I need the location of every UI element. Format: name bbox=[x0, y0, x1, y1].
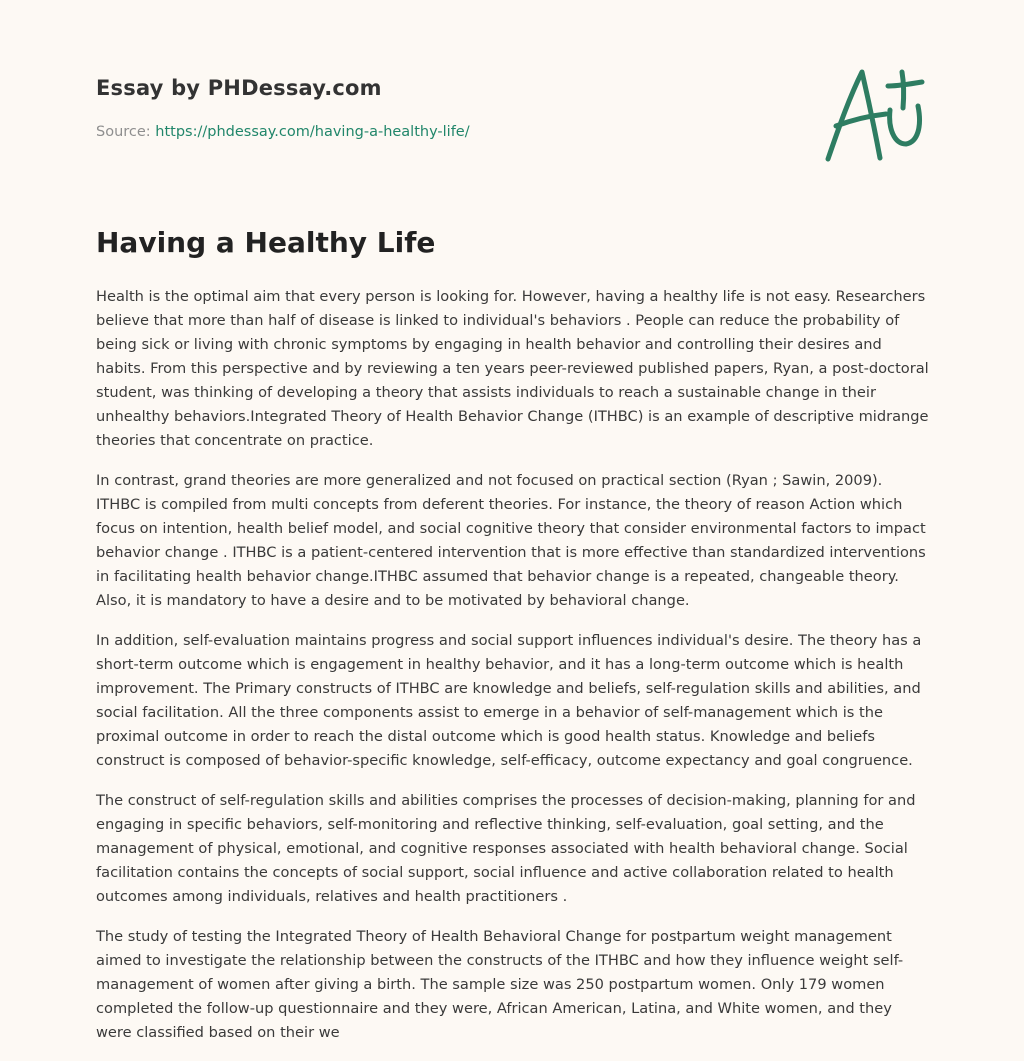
essay-title: Having a Healthy Life bbox=[96, 226, 436, 259]
essay-paragraph: The study of testing the Integrated Theory of Health Behavioral Change for postpartum weight management aimed to investigate the relationship between the constructs of the ITHBC and how they influence weight self-management of women after giving a birth. The sample size was 250 postpartum women. Only 179 women completed the follow-up questionnaire and they were, African American, Latina, and White women, and they were classified based on their we bbox=[96, 928, 904, 1041]
essay-paragraph: Health is the optimal aim that every person is looking for. However, having a healthy life is not easy. Researchers believe that more than half of disease is linked to individual's behaviors . People can reduce the probability of being sick or living with chronic symptoms by engaging in health behavior and controlling their desires and habits. From this perspective and by reviewing a ten years peer-reviewed published papers, Ryan, a post-doctoral student, was thinking of developing a theory that assists individuals to reach a sustainable change in their unhealthy behaviors.Integrated Theory of Health Behavior Change (ITHBC) is an example of descriptive midrange theories that concentrate on practice. bbox=[96, 288, 929, 449]
essay-body bbox=[96, 285, 930, 1061]
essay-paragraph: In contrast, grand theories are more generalized and not focused on practical section (Ryan ; Sawin, 2009). ITHBC is compiled from multi concepts from deferent theories. For instance, the theory of reason Action which focus on intention, health belief model, and social cognitive theory that consider environmental factors to impact behavior change . ITHBC is a patient-centered intervention that is more effective than standardized interventions in facilitating health behavior change.ITHBC assumed that behavior change is a repeated, changeable theory. Also, it is mandatory to have a desire and to be motivated by behavioral change. bbox=[96, 472, 926, 609]
a-plus-grade-icon bbox=[822, 64, 932, 168]
essay-paragraph: The construct of self-regulation skills and abilities comprises the processes of decision-making, planning for and engaging in specific behaviors, self-monitoring and reflective thinking, self-evaluation, goal setting, and the management of physical, emotional, and cognitive responses associated with health behavioral change. Social facilitation contains the concepts of social support, social influence and active collaboration related to health outcomes among individuals, relatives and health practitioners . bbox=[96, 792, 916, 905]
site-brand: Essay by PHDessay.com bbox=[96, 76, 382, 100]
source-line bbox=[96, 124, 470, 140]
source-link[interactable]: https://phdessay.com/having-a-healthy-life/ bbox=[155, 124, 470, 140]
essay-paragraph: In addition, self-evaluation maintains progress and social support influences individual's desire. The theory has a short-term outcome which is engagement in healthy behavior, and it has a long-term outcome which is health improvement. The Primary constructs of ITHBC are knowledge and beliefs, self-regulation skills and abilities, and social facilitation. All the three components assist to emerge in a behavior of self-management which is the proximal outcome in order to reach the distal outcome which is good health status. Knowledge and beliefs construct is composed of behavior-specific knowledge, self-efficacy, outcome expectancy and goal congruence. bbox=[96, 632, 922, 769]
source-label: Source: bbox=[96, 124, 151, 140]
